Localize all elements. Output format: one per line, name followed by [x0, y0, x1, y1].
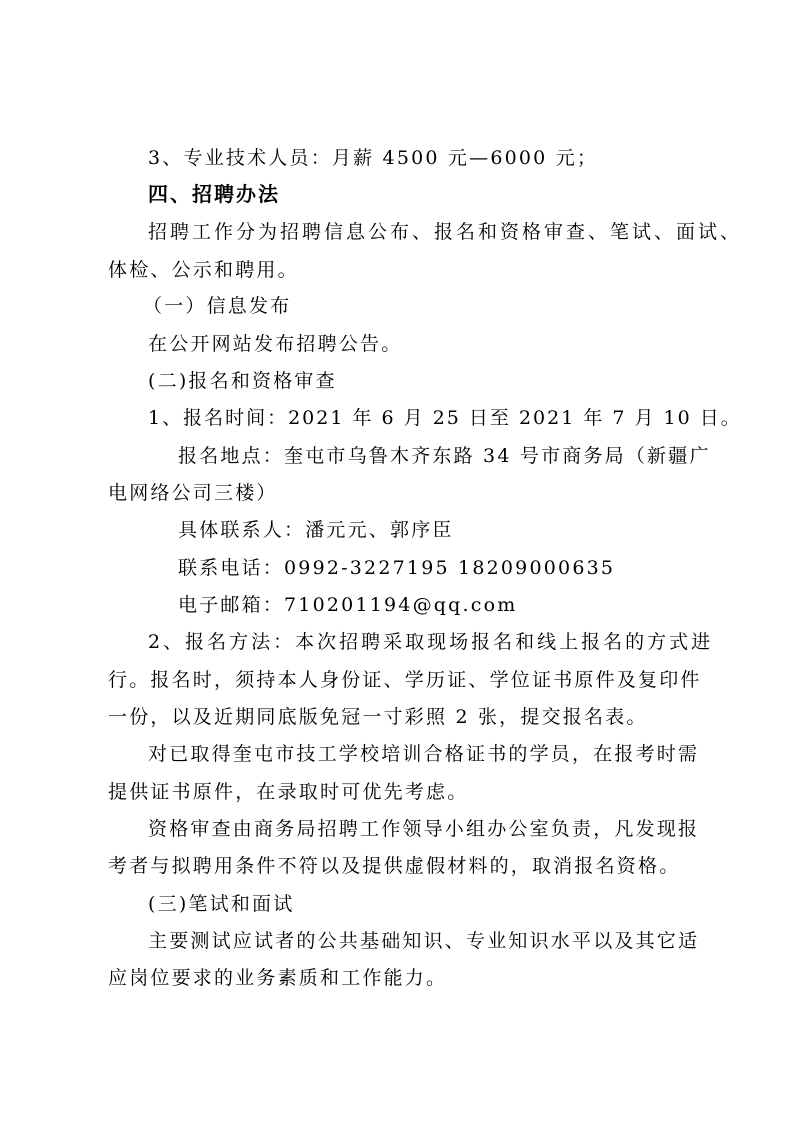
- paragraph-line: 资格审查由商务局招聘工作领导小组办公室负责，凡发现报: [148, 818, 700, 840]
- paragraph-line: 体检、公示和聘用。: [108, 259, 299, 281]
- paragraph-line: 提供证书原件，在录取时可优先考虑。: [108, 781, 469, 803]
- paragraph-line: 对已取得奎屯市技工学校培训合格证书的学员，在报考时需: [148, 743, 700, 765]
- paragraph-line: 在公开网站发布招聘公告。: [148, 333, 403, 355]
- registration-location: 报名地点：奎屯市乌鲁木齐东路 34 号市商务局（新疆广: [178, 445, 711, 467]
- paragraph-line: 主要测试应试者的公共基础知识、专业知识水平以及其它适: [148, 930, 700, 952]
- section-heading-recruitment-method: 四、招聘办法: [148, 182, 280, 206]
- paragraph-line: 一份，以及近期同底版免冠一寸彩照 2 张，提交报名表。: [108, 706, 648, 728]
- contact-person: 具体联系人：潘元元、郭序臣: [178, 519, 454, 541]
- subsection-heading-exams: (三)笔试和面试: [148, 893, 295, 915]
- salary-line: 3、专业技术人员：月薪 4500 元—6000 元；: [148, 147, 599, 169]
- subsection-heading-info-release: （一）信息发布: [143, 295, 292, 317]
- paragraph-line: 行。报名时，须持本人身份证、学历证、学位证书原件及复印件: [108, 669, 702, 691]
- subsection-heading-registration: (二)报名和资格审查: [148, 370, 337, 392]
- paragraph-line: 电网络公司三楼）: [108, 482, 278, 504]
- paragraph-line: 应岗位要求的业务素质和工作能力。: [108, 967, 448, 989]
- paragraph-line: 考者与拟聘用条件不符以及提供虚假材料的，取消报名资格。: [108, 855, 681, 877]
- paragraph-line: 招聘工作分为招聘信息公布、报名和资格审查、笔试、面试、: [148, 221, 743, 243]
- registration-time: 1、报名时间：2021 年 6 月 25 日至 2021 年 7 月 10 日。: [148, 407, 742, 429]
- contact-email: 电子邮箱：710201194@qq.com: [178, 594, 518, 616]
- registration-method: 2、报名方法：本次招聘采取现场报名和线上报名的方式进: [148, 631, 714, 653]
- contact-phone: 联系电话：0992-3227195 18209000635: [178, 557, 616, 579]
